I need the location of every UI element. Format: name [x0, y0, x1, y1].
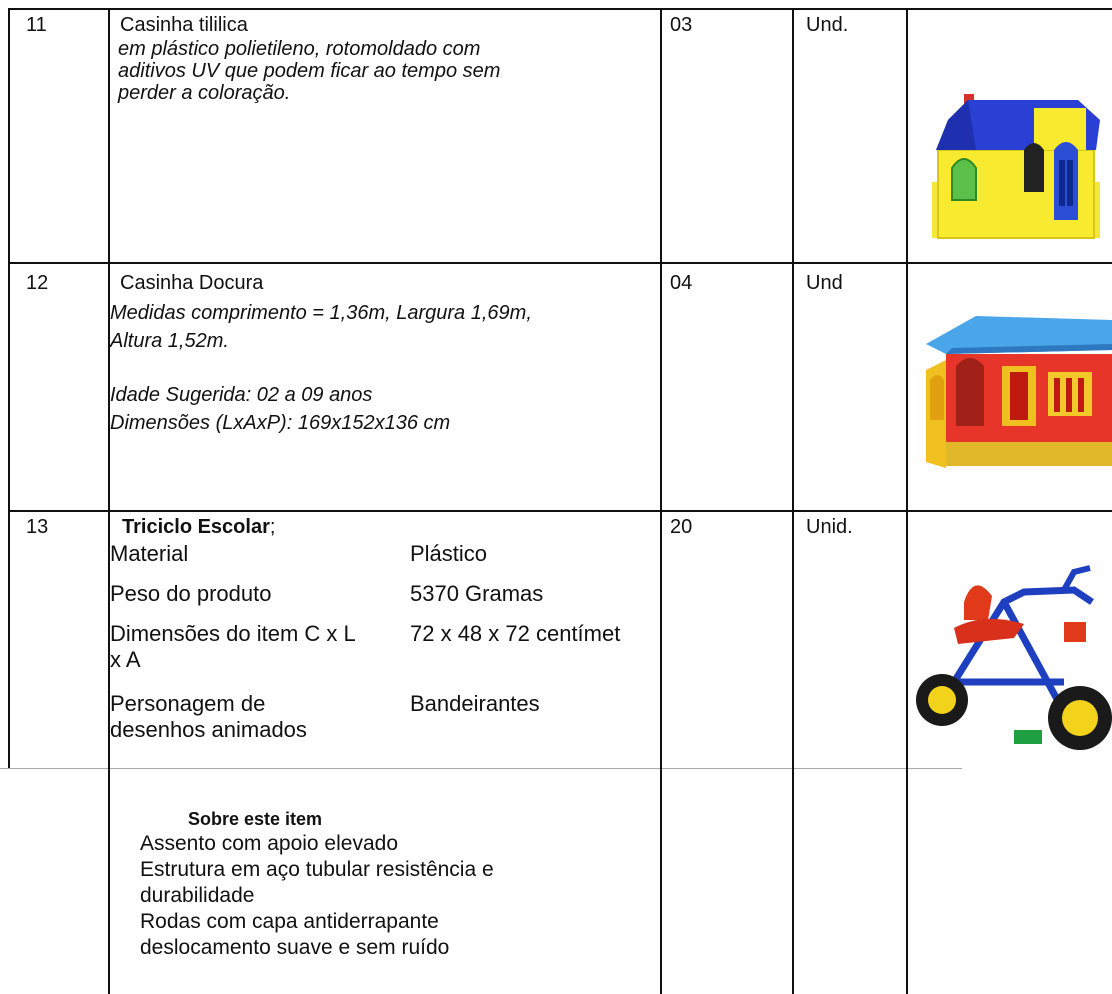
column-divider: [660, 8, 662, 994]
about-line: Rodas com capa antiderrapante: [140, 910, 439, 933]
row-divider: [8, 8, 1112, 10]
page-break-line: [0, 768, 962, 769]
item-title: Casinha Docura: [120, 272, 264, 294]
column-divider: [906, 8, 908, 994]
item-description-line: Idade Sugerida: 02 a 09 anos: [110, 384, 373, 406]
item-description-line: Medidas comprimento = 1,36m, Largura 1,69m,: [110, 302, 532, 324]
spec-label: desenhos animados: [110, 717, 307, 742]
item-unit: Und: [806, 272, 843, 294]
about-line: Estrutura em aço tubular resistência e: [140, 858, 494, 881]
item-number: 13: [26, 516, 49, 538]
spec-value: 72 x 48 x 72 centímet: [410, 622, 621, 646]
item-description-line: em plástico polietileno, rotomoldado com: [118, 38, 481, 60]
item-unit: Und.: [806, 14, 849, 36]
about-line: durabilidade: [140, 884, 255, 907]
item-quantity: 03: [670, 14, 693, 36]
column-divider: [108, 8, 110, 994]
item-title-suffix: ;: [269, 516, 276, 538]
item-description-line: perder a coloração.: [118, 82, 291, 104]
row-divider: [8, 510, 1112, 512]
about-line: deslocamento suave e sem ruído: [140, 936, 450, 959]
spec-value: Plástico: [410, 541, 488, 566]
yellow-playhouse-image: [928, 90, 1104, 240]
red-playhouse-image: [916, 310, 1112, 478]
item-description-line: Dimensões (LxAxP): 169x152x136 cm: [110, 412, 451, 434]
spec-label: Peso do produto: [110, 581, 272, 606]
about-line: Assento com apoio elevado: [140, 832, 398, 855]
item-description-line: Altura 1,52m.: [110, 330, 229, 352]
item-title-wrap: [122, 516, 275, 538]
spec-label: Dimensões do item C x L: [110, 621, 356, 646]
column-divider: [8, 8, 10, 768]
item-quantity: 20: [670, 516, 693, 538]
about-heading: Sobre este item: [188, 809, 323, 829]
item-description-line: aditivos UV que podem ficar ao tempo sem: [118, 60, 501, 82]
spec-label: x A: [110, 647, 141, 672]
item-number: 12: [26, 272, 49, 294]
column-divider: [792, 8, 794, 994]
item-quantity: 04: [670, 272, 693, 294]
item-number: 11: [26, 14, 47, 36]
item-unit: Unid.: [806, 516, 853, 538]
row-divider: [8, 262, 1112, 264]
spec-label: Personagem de: [110, 691, 266, 716]
spec-value: 5370 Gramas: [410, 581, 544, 606]
spec-value: Bandeirantes: [410, 691, 540, 716]
tricycle-image: [914, 562, 1112, 758]
spec-label: Material: [110, 541, 189, 566]
item-title: Casinha tililica: [120, 14, 248, 36]
item-title: Triciclo Escolar: [122, 516, 270, 538]
